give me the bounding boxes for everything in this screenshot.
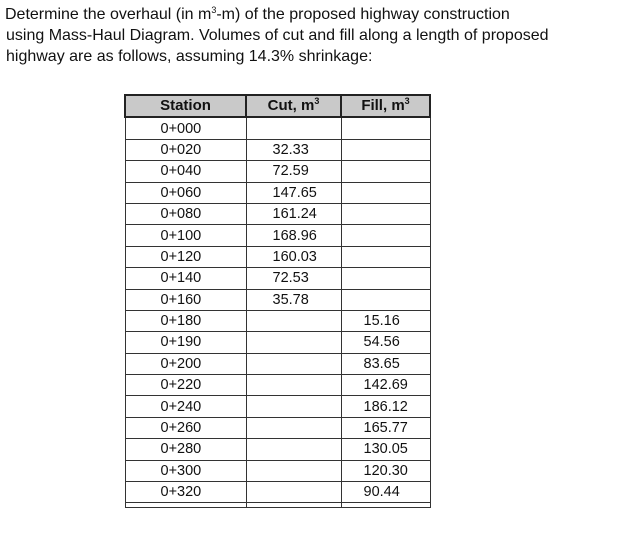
header-cut-superscript: 3 — [314, 96, 320, 107]
header-cut — [246, 95, 341, 117]
table-bottom-spacer — [125, 503, 430, 508]
header-cut-label: Cut, m — [267, 97, 315, 115]
station-cell: 0+200 — [125, 353, 246, 374]
cut-cell — [246, 396, 341, 417]
fill-cell: 130.05 — [341, 439, 430, 460]
table-row — [125, 225, 430, 246]
station-cell: 0+140 — [125, 268, 246, 289]
table-row — [125, 310, 430, 331]
problem-line-1-end: -m) of the proposed highway construction — [216, 6, 510, 23]
cut-cell: 32.33 — [246, 139, 341, 160]
table-row — [125, 182, 430, 203]
cut-cell — [246, 439, 341, 460]
fill-cell: 90.44 — [341, 482, 430, 503]
cut-cell — [246, 375, 341, 396]
fill-cell: 165.77 — [341, 417, 430, 438]
cut-cell — [246, 417, 341, 438]
problem-line-1-text: Determine the overhaul (in m — [5, 6, 212, 23]
table-row — [125, 268, 430, 289]
header-station — [125, 95, 246, 117]
station-cell: 0+320 — [125, 482, 246, 503]
cut-cell — [246, 460, 341, 481]
cut-fill-table — [124, 94, 431, 508]
station-cell: 0+020 — [125, 139, 246, 160]
cut-cell: 72.53 — [246, 268, 341, 289]
table-row — [125, 375, 430, 396]
station-cell: 0+260 — [125, 417, 246, 438]
cut-cell — [246, 482, 341, 503]
table-row — [125, 482, 430, 503]
fill-cell: 54.56 — [341, 332, 430, 353]
table-row — [125, 417, 430, 438]
table-header-row — [125, 95, 430, 117]
fill-cell — [341, 203, 430, 224]
station-cell: 0+300 — [125, 460, 246, 481]
cut-cell: 35.78 — [246, 289, 341, 310]
station-cell: 0+220 — [125, 375, 246, 396]
spacer-cell — [341, 503, 430, 508]
cut-cell — [246, 353, 341, 374]
header-fill-label: Fill, m — [361, 97, 405, 115]
station-cell: 0+190 — [125, 332, 246, 353]
fill-cell: 83.65 — [341, 353, 430, 374]
table-row — [125, 353, 430, 374]
station-cell: 0+060 — [125, 182, 246, 203]
cut-cell: 147.65 — [246, 182, 341, 203]
fill-cell — [341, 246, 430, 267]
table-row — [125, 246, 430, 267]
station-cell: 0+120 — [125, 246, 246, 267]
table-row — [125, 332, 430, 353]
header-fill-superscript: 3 — [404, 96, 410, 107]
fill-cell — [341, 117, 430, 139]
table-row — [125, 117, 430, 139]
station-cell: 0+100 — [125, 225, 246, 246]
header-fill — [341, 95, 430, 117]
problem-line-3: highway are as follows, assuming 14.3% shrinkage: — [6, 48, 373, 65]
cut-cell — [246, 310, 341, 331]
problem-line-1 — [5, 4, 620, 25]
station-cell: 0+000 — [125, 117, 246, 139]
cut-cell — [246, 117, 341, 139]
cut-cell: 72.59 — [246, 161, 341, 182]
table-row — [125, 139, 430, 160]
cut-cell: 168.96 — [246, 225, 341, 246]
fill-cell — [341, 139, 430, 160]
problem-statement — [5, 4, 620, 67]
station-cell: 0+160 — [125, 289, 246, 310]
problem-line-1-superscript: 3 — [211, 5, 217, 15]
table-row — [125, 203, 430, 224]
cut-cell — [246, 332, 341, 353]
cut-cell: 160.03 — [246, 246, 341, 267]
station-cell: 0+280 — [125, 439, 246, 460]
header-station-label: Station — [160, 97, 211, 115]
table-row — [125, 289, 430, 310]
fill-cell — [341, 289, 430, 310]
fill-cell — [341, 182, 430, 203]
cut-cell: 161.24 — [246, 203, 341, 224]
spacer-cell — [246, 503, 341, 508]
fill-cell: 142.69 — [341, 375, 430, 396]
station-cell: 0+240 — [125, 396, 246, 417]
table-row — [125, 460, 430, 481]
fill-cell — [341, 225, 430, 246]
table-row — [125, 396, 430, 417]
table-row — [125, 161, 430, 182]
station-cell: 0+180 — [125, 310, 246, 331]
table-body — [125, 117, 430, 508]
station-cell: 0+080 — [125, 203, 246, 224]
spacer-cell — [125, 503, 246, 508]
fill-cell: 120.30 — [341, 460, 430, 481]
station-cell: 0+040 — [125, 161, 246, 182]
problem-line-2: using Mass-Haul Diagram. Volumes of cut and fill along a length of proposed — [6, 27, 549, 44]
fill-cell: 186.12 — [341, 396, 430, 417]
fill-cell: 15.16 — [341, 310, 430, 331]
table-row — [125, 439, 430, 460]
fill-cell — [341, 268, 430, 289]
fill-cell — [341, 161, 430, 182]
